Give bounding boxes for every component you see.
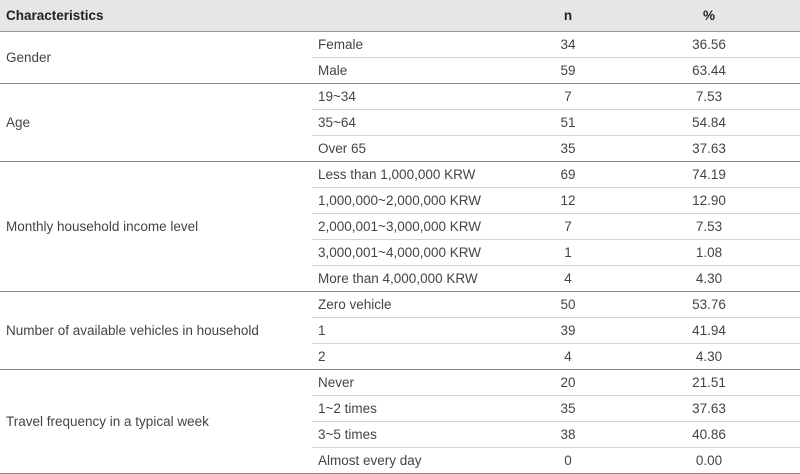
- count-cell: 50: [518, 292, 618, 318]
- subcategory-cell: 2: [312, 344, 518, 370]
- category-label: Gender: [0, 32, 312, 84]
- percent-cell: 37.63: [618, 136, 800, 162]
- subcategory-cell: 1,000,000~2,000,000 KRW: [312, 188, 518, 214]
- table-row: [0, 162, 800, 188]
- count-cell: 34: [560, 37, 576, 52]
- count-cell: 38: [518, 422, 618, 448]
- table-header-row: [0, 0, 800, 32]
- table-row: [0, 84, 800, 110]
- percent-cell: 0.00: [618, 448, 800, 474]
- count-cell: 59: [518, 58, 618, 84]
- count-cell: 39: [518, 318, 618, 344]
- count-cell: 0: [518, 448, 618, 474]
- header-n: n: [518, 0, 618, 32]
- category-label: Age: [0, 84, 312, 162]
- subcategory-cell: Male: [312, 58, 518, 84]
- table-body: [0, 32, 800, 474]
- subcategory-cell: Female: [318, 37, 364, 52]
- subcategory-cell: Less than 1,000,000 KRW: [312, 162, 518, 188]
- subcategory-cell: More than 4,000,000 KRW: [312, 266, 518, 292]
- header-percent: %: [618, 0, 800, 32]
- table-row: [0, 292, 800, 318]
- percent-cell: 37.63: [618, 396, 800, 422]
- percent-cell: 7.53: [618, 84, 800, 110]
- percent-cell: 74.19: [618, 162, 800, 188]
- subcategory-cell: Never: [312, 370, 518, 396]
- subcategory-cell: 1: [312, 318, 518, 344]
- percent-cell: 1.08: [618, 240, 800, 266]
- count-cell: 20: [518, 370, 618, 396]
- subcategory-cell: 2,000,001~3,000,000 KRW: [312, 214, 518, 240]
- count-cell: 51: [518, 110, 618, 136]
- count-cell: 12: [518, 188, 618, 214]
- subcategory-cell: 19~34: [312, 84, 518, 110]
- percent-cell: 63.44: [618, 58, 800, 84]
- count-cell: 35: [518, 136, 618, 162]
- subcategory-cell: 3,000,001~4,000,000 KRW: [312, 240, 518, 266]
- subcategory-cell: 3~5 times: [312, 422, 518, 448]
- header-characteristics: Characteristics: [0, 0, 518, 32]
- percent-cell: 12.90: [618, 188, 800, 214]
- percent-cell: 4.30: [618, 266, 800, 292]
- percent-cell: 21.51: [618, 370, 800, 396]
- count-cell: 4: [518, 344, 618, 370]
- count-cell: 1: [518, 240, 618, 266]
- table-row: [0, 370, 800, 396]
- subcategory-cell: Almost every day: [312, 448, 518, 474]
- percent-cell: 54.84: [618, 110, 800, 136]
- percent-cell: 4.30: [618, 344, 800, 370]
- category-label: Monthly household income level: [0, 162, 312, 292]
- count-cell: 69: [518, 162, 618, 188]
- table-row: [0, 32, 800, 58]
- percent-cell: 41.94: [618, 318, 800, 344]
- category-label: Number of available vehicles in household: [0, 292, 312, 370]
- percent-cell: 40.86: [618, 422, 800, 448]
- count-cell: 7: [518, 84, 618, 110]
- subcategory-cell: Over 65: [312, 136, 518, 162]
- count-cell: 35: [518, 396, 618, 422]
- subcategory-cell: 1~2 times: [312, 396, 518, 422]
- subcategory-cell: 35~64: [312, 110, 518, 136]
- percent-cell: 7.53: [618, 214, 800, 240]
- percent-cell: 53.76: [618, 292, 800, 318]
- category-label: Travel frequency in a typical week: [0, 370, 312, 474]
- subcategory-cell: Zero vehicle: [312, 292, 518, 318]
- count-cell: 4: [518, 266, 618, 292]
- percent-cell: 36.56: [692, 37, 726, 52]
- count-cell: 7: [518, 214, 618, 240]
